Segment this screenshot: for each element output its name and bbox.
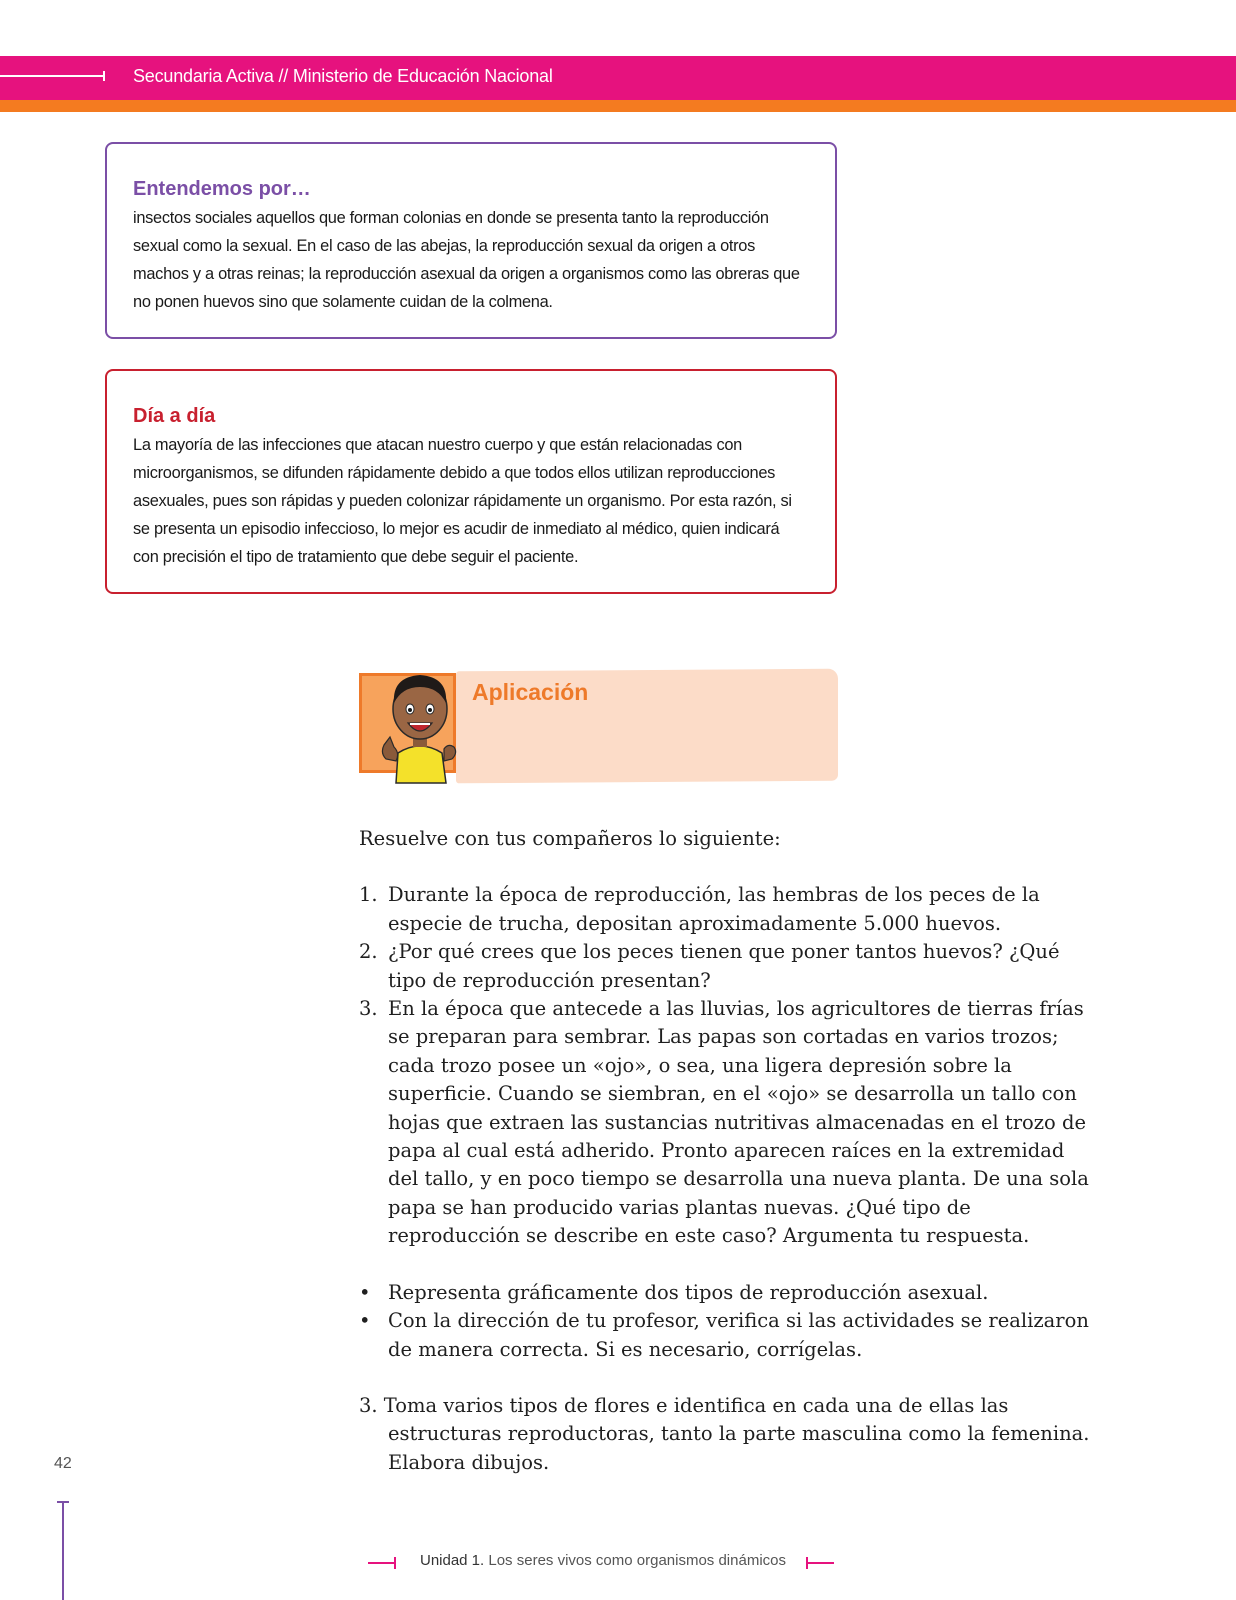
aplicacion-title: Aplicación [472,679,589,705]
list-marker: 1. [359,883,378,907]
footer-title: Los seres vivos como organismos dinámicos [488,1552,786,1569]
list-item [359,1307,1099,1364]
cartoon-boy-icon [372,665,468,785]
list-item-text: ¿Por qué crees que los peces tienen que poner tantos huevos? ¿Qué tipo de reproducción presentan? [388,940,1060,992]
footer [368,1552,838,1569]
footer-unit: Unidad 1. [419,1552,485,1569]
list-item [359,938,1099,995]
list-item [359,995,1099,1251]
entendemos-title: Entendemos por… [133,178,311,200]
main-content [359,825,1099,1477]
header-rule-tick [103,71,105,81]
dia-a-dia-box [105,369,837,594]
entendemos-box [105,142,837,339]
list-item [359,1279,1099,1307]
list-marker: 3. [359,997,378,1021]
numbered-list [359,881,1099,1250]
dia-a-dia-text: La mayoría de las infecciones que atacan nuestro cuerpo y que están relacionadas con microorganismos, se difunden rápidamente debido a que todos ellos utilizan reproducciones asexuales, pues son rápidas y pueden colonizar rápidamente un organismo. Por esta razón, si se presenta un episodio infeccioso, lo mejor es acudir de inmediato al médico, quien indicará con precisión el tipo de tratamiento que debe seguir el paciente. [133,436,792,566]
footer-dash-right [808,1562,834,1564]
extra-activity: 3. Toma varios tipos de flores e identifica en cada una de ellas las estructuras reproductoras, tanto la parte masculina como la femenina. Elabora dibujos. [359,1393,1090,1474]
bullet-list [359,1279,1099,1364]
dia-a-dia-title: Día a día [133,405,216,427]
entendemos-text: insectos sociales aquellos que forman colonias en donde se presenta tanto la reproducción sexual como la sexual. En el caso de las abejas, la reproducción sexual da origen a otros machos y a otras reinas; la reproducción asexual da origen a organismos como las obreras que no ponen huevos sino que solamente cuidan de la colmena. [133,209,800,311]
margin-rule [62,1502,64,1600]
header-stripe [0,100,1236,112]
list-marker: 2. [359,940,378,964]
bullet-marker: • [359,1309,371,1333]
header-title: Secundaria Activa // Ministerio de Educación Nacional [133,66,553,86]
page-number: 42 [54,1455,72,1472]
list-item-text: Durante la época de reproducción, las hembras de los peces de la especie de trucha, depositan aproximadamente 5.000 huevos. [388,883,1040,935]
activity-intro: Resuelve con tus compañeros lo siguiente: [359,827,781,850]
bullet-marker: • [359,1280,371,1304]
list-item-text: Representa gráficamente dos tipos de reproducción asexual. [388,1280,989,1304]
list-item-text: En la época que antecede a las lluvias, los agricultores de tierras frías se preparan para sembrar. Las papas son cortadas en varios trozos; cada trozo posee un «ojo», o sea, una ligera depresión sobre la superficie. Cuando se siembran, en el «ojo» se desarrolla un tallo con hojas que extraen las sustancias nutritivas almacenadas en el trozo de papa al cual está adherido. Pronto aparecen raíces en la extremidad del tallo, y en poco tiempo se desarrolla una nueva planta. De una sola papa se han producido varias plantas nuevas. ¿Qué tipo de reproducción se describe en este caso? Argumenta tu respuesta. [388,997,1089,1248]
list-item-text: Con la dirección de tu profesor, verifica si las actividades se realizaron de manera correcta. Si es necesario, corrígelas. [388,1309,1089,1361]
list-item [359,881,1099,938]
header-rule [0,75,104,77]
